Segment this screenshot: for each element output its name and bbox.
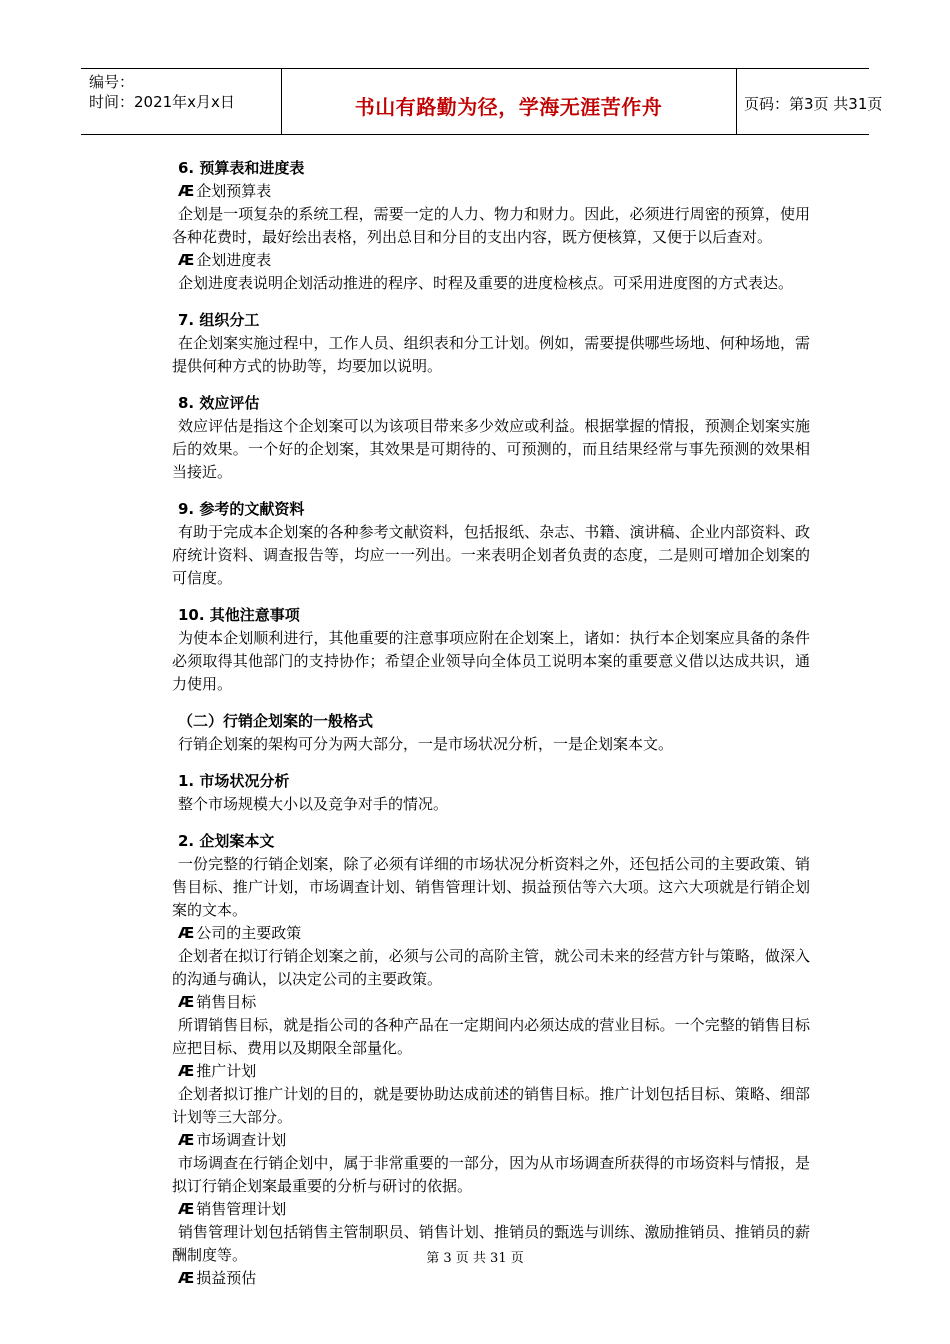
bullet-label: 损益预估	[196, 1269, 257, 1287]
header-motto: 书山有路勤为径，学海无涯苦作舟	[354, 95, 663, 119]
bullet-item	[172, 1267, 810, 1290]
paragraph: 整个市场规模大小以及竞争对手的情况。	[178, 795, 449, 813]
time-label: 时间：2021年x月x日	[89, 93, 235, 111]
paragraph: 为使本企划顺利进行，其他重要的注意事项应附在企划案上，诸如：执行本企划案应具备的条件必须取得其他部门的支持协作；希望企业领导向全体员工说明本案的重要意义借以达成共识，通力使用。	[172, 629, 810, 693]
bullet-mark-icon: Æ	[178, 993, 195, 1011]
paragraph: 销售管理计划包括销售主管制职员、销售计划、推销员的甄选与训练、激励推销员、推销员的薪酬制度等。	[172, 1223, 810, 1264]
paragraph: 企划者拟订推广计划的目的，就是要协助达成前述的销售目标。推广计划包括目标、策略、细部计划等三大部分。	[172, 1085, 810, 1126]
bullet-mark-icon: Æ	[178, 924, 195, 942]
bullet-label: 销售管理计划	[196, 1200, 287, 1218]
bullet-mark-icon: Æ	[178, 182, 195, 200]
header-motto-cell	[281, 69, 737, 134]
part-heading: （二）行销企划案的一般格式	[178, 712, 374, 730]
bullet-item	[172, 180, 810, 203]
bullet-label: 销售目标	[196, 993, 257, 1011]
bullet-label: 公司的主要政策	[196, 924, 302, 942]
document-body	[172, 157, 810, 1290]
bullet-item	[172, 249, 810, 272]
paragraph: 有助于完成本企划案的各种参考文献资料，包括报纸、杂志、书籍、演讲稿、企业内部资料、政府统计资料、调查报告等，均应一一列出。一来表明企划者负责的态度，二是则可增加企划案的可信度。	[172, 523, 810, 587]
section-heading: 10. 其他注意事项	[178, 606, 300, 624]
number-label: 编号：	[89, 73, 135, 91]
page-header	[81, 68, 883, 135]
bullet-item	[172, 991, 810, 1014]
section-heading: 8. 效应评估	[178, 394, 260, 412]
section-heading: 9. 参考的文献资料	[178, 500, 305, 518]
bullet-mark-icon: Æ	[178, 1062, 195, 1080]
bullet-label: 推广计划	[196, 1062, 257, 1080]
bullet-mark-icon: Æ	[178, 1200, 195, 1218]
bullet-label: 企划进度表	[196, 251, 272, 269]
bullet-label: 市场调查计划	[196, 1131, 287, 1149]
paragraph: 所谓销售目标，就是指公司的各种产品在一定期间内必须达成的营业目标。一个完整的销售目标应把目标、费用以及期限全部量化。	[172, 1016, 810, 1057]
bullet-item	[172, 1129, 810, 1152]
section-heading: 6. 预算表和进度表	[178, 159, 305, 177]
header-page-cell	[736, 69, 883, 134]
bullet-mark-icon: Æ	[178, 1269, 195, 1287]
paragraph: 行销企划案的架构可分为两大部分，一是市场状况分析，一是企划案本文。	[178, 735, 674, 753]
section-heading: 7. 组织分工	[178, 311, 260, 329]
paragraph: 在企划案实施过程中，工作人员、组织表和分工计划。例如，需要提供哪些场地、何种场地，需提供何种方式的协助等，均要加以说明。	[172, 334, 810, 375]
section-heading: 1. 市场状况分析	[178, 772, 290, 790]
bullet-mark-icon: Æ	[178, 1131, 195, 1149]
bullet-item	[172, 922, 810, 945]
paragraph: 企划者在拟订行销企划案之前，必须与公司的高阶主管，就公司未来的经营方针与策略，做深入的沟通与确认，以决定公司的主要政策。	[172, 947, 810, 988]
bullet-label: 企划预算表	[196, 182, 272, 200]
paragraph: 效应评估是指这个企划案可以为该项目带来多少效应或利益。根据掌握的情报，预测企划案实施后的效果。一个好的企划案，其效果是可期待的、可预测的，而且结果经常与事先预测的效果相当接近。	[172, 417, 810, 481]
bullet-item	[172, 1060, 810, 1083]
paragraph: 企划是一项复杂的系统工程，需要一定的人力、物力和财力。因此，必须进行周密的预算，使用各种花费时，最好绘出表格，列出总目和分目的支出内容，既方便核算，又便于以后查对。	[172, 205, 810, 246]
paragraph: 一份完整的行销企划案，除了必须有详细的市场状况分析资料之外，还包括公司的主要政策、销售目标、推广计划，市场调查计划、销售管理计划、损益预估等六大项。这六大项就是行销企划案的文本。	[172, 855, 810, 919]
paragraph: 企划进度表说明企划活动推进的程序、时程及重要的进度检核点。可采用进度图的方式表达。	[178, 274, 794, 292]
header-page-label: 页码：第3页 共31页	[744, 95, 883, 113]
section-heading: 2. 企划案本文	[178, 832, 275, 850]
bullet-mark-icon: Æ	[178, 251, 195, 269]
page-footer: 第 3 页 共 31 页	[426, 1251, 524, 1266]
paragraph: 市场调查在行销企划中，属于非常重要的一部分，因为从市场调查所获得的市场资料与情报，是拟订行销企划案最重要的分析与研讨的依据。	[172, 1154, 810, 1195]
bullet-item	[172, 1198, 810, 1221]
header-info-cell	[81, 69, 282, 134]
